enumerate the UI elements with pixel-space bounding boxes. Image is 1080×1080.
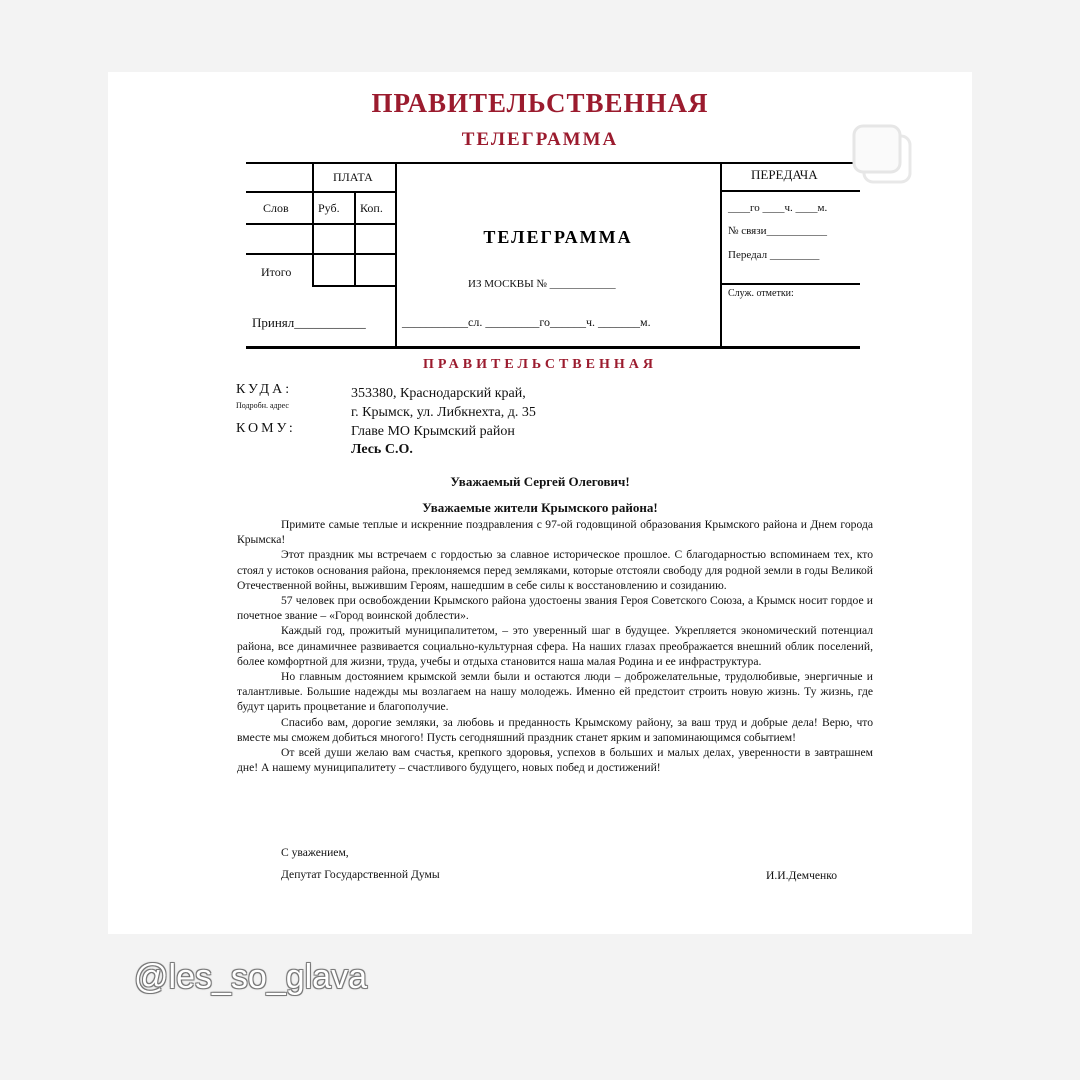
paragraph: 57 человек при освобождении Крымского района удостоены звания Героя Советского Союза, а Крымск носит гордое и почетное звание – «Город воинской доблести». (237, 594, 873, 623)
telegram-form (108, 72, 972, 372)
kop-label: Коп. (360, 201, 383, 215)
greeting-residents: Уважаемые жители Крымского района! (422, 500, 658, 515)
center-title: ТЕЛЕГРАММА (483, 227, 633, 247)
transfer-time: ____го ____ч. ____м. (728, 202, 828, 214)
paragraph: Примите самые теплые и искренние поздравления с 97-ой годовщиной образования Крымского района и Днем города Крымска! (237, 518, 873, 547)
address-line-2: г. Крымск, ул. Либкнехта, д. 35 (351, 405, 536, 420)
paragraph: Этот праздник мы встречаем с гордостью за славное историческое прошлое. С благодарностью вспоминаем тех, кто стоял у истоков основания района, преклоняемся перед земляками, которые отстояли свободу для родной земли в годы Великой Отечественной войны, выжившим Героям, нашедшим в себе силы к восстановлению и созиданию. (237, 548, 873, 592)
kuda-detail-label: Подробн. адрес (236, 401, 289, 410)
signer-position: Депутат Государственной Думы (281, 868, 440, 881)
greeting-personal: Уважаемый Сергей Олегович! (450, 474, 630, 489)
itogo-label: Итого (261, 265, 292, 279)
peredal-label: Передал _________ (728, 249, 820, 261)
letter-body (237, 517, 873, 775)
copy-stack-icon[interactable] (850, 122, 914, 186)
telegram-subtitle: ТЕЛЕГРАММА (461, 129, 619, 150)
bottom-time-line: ___________сл. _________го______ч. _______м. (402, 315, 651, 329)
slov-label: Слов (263, 201, 289, 215)
paragraph: От всей души желаю вам счастья, крепкого здоровья, успехов в больших и малых делах, уверенности в завтрашнем дне! А нашему муниципалитету – счастливого будущего, новых побед и достижений! (237, 746, 873, 775)
telegram-title: ПРАВИТЕЛЬСТВЕННАЯ (371, 88, 709, 118)
government-band: ПРАВИТЕЛЬСТВЕННАЯ (423, 357, 657, 372)
recipient-name: Лесь С.О. (351, 442, 413, 457)
recipient-title: Главе МО Крымский район (351, 424, 515, 439)
paragraph: Но главным достоянием крымской земли были и остаются люди – доброжелательные, трудолюбивые, энергичные и талантливые. Большие надежды мы возлагаем на нашу молодежь. Именно ей предстоит строить новую жизнь. Ту жизнь, где будут царить процветание и благополучие. (237, 670, 873, 714)
kuda-label: КУДА: (236, 382, 293, 397)
account-watermark: @les_so_glava (134, 958, 367, 996)
peredacha-label: ПЕРЕДАЧА (751, 167, 818, 182)
signer-name: И.И.Демченко (766, 869, 838, 882)
prinyal-label: Принял___________ (252, 315, 366, 330)
svyazi-label: № связи___________ (728, 225, 827, 237)
komu-label: КОМУ: (236, 421, 296, 436)
telegram-sheet (108, 72, 972, 934)
service-marks: Служ. отметки: (728, 288, 794, 299)
rub-label: Руб. (318, 201, 340, 215)
closing-regards: С уважением, (281, 846, 349, 859)
paragraph: Каждый год, прожитый муниципалитетом, – это уверенный шаг в будущее. Укрепляется экономический потенциал района, все динамичнее развивается социально-культурная сфера. На наших глазах преображается внешний облик поселений, более комфортной для жизни, труда, учебы и отдыха становится наша малая Родина и ее инфраструктура. (237, 624, 873, 668)
from-moscow: ИЗ МОСКВЫ № ____________ (468, 278, 616, 290)
paragraph: Спасибо вам, дорогие земляки, за любовь и преданность Крымскому району, за ваш труд и добрые дела! Верю, что вместе мы сможем добиться многого! Пусть сегодняшний праздник станет ярким и запоминающимся событием! (237, 715, 873, 744)
address-line-1: 353380, Краснодарский край, (351, 386, 526, 401)
plata-label: ПЛАТА (333, 170, 373, 184)
